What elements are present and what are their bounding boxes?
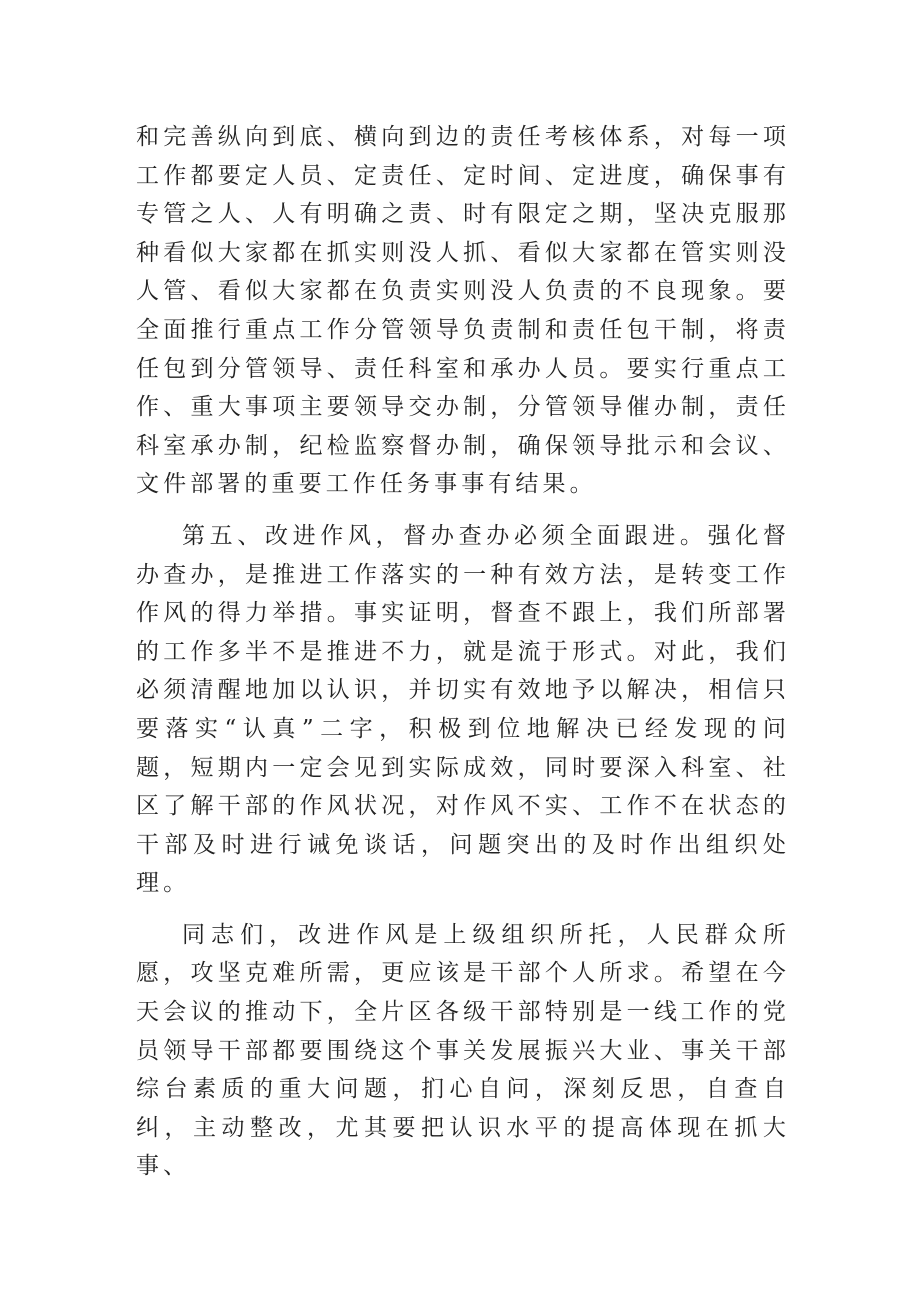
- paragraph-responsibility-system: 和完善纵向到底、横向到边的责任考核体系，对每一项工作都要定人员、定责任、定时间、定进度，确保事有专管之人、人有明确之责、时有限定之期，坚决克服那种看似大家都在抓实则没人抓、看似大家都在管实则没人管、看似大家都在负责实则没人负责的不良现象。要全面推行重点工作分管领导负责制和责任包干制，将责任包到分管领导、责任科室和承办人员。要实行重点工作、重大事项主要领导交办制，分管领导催办制，责任科室承办制，纪检监察督办制，确保领导批示和会议、文件部署的重要工作任务事事有结果。: [136, 124, 790, 498]
- document-body: [136, 118, 790, 1199]
- paragraph-supervision: 第五、改进作风，督办查办必须全面跟进。强化督办查办，是推进工作落实的一种有效方法，是转变工作作风的得力举措。事实证明，督查不跟上，我们所部署的工作多半不是推进不力，就是流于形式。对此，我们必须清醒地加以认识，并切实有效地予以解决，相信只要落实“认真”二字，积极到位地解决已经发现的问题，短期内一定会见到实际成效，同时要深入科室、社区了解干部的作风状况，对作风不实、工作不在状态的干部及时进行诫免谈话，问题突出的及时作出组织处理。: [136, 522, 790, 897]
- paragraph-closing-remarks: 同志们，改进作风是上级组织所托，人民群众所愿，攻坚克难所需，更应该是干部个人所求。希望在今天会议的推动下，全片区各级干部特别是一线工作的党员领导干部都要围绕这个事关发展振兴大业、事关干部综台素质的重大问题，扪心自问，深刻反思，自查自纠，主动整改，尤其要把认识水平的提高体现在抓大事、: [136, 921, 790, 1180]
